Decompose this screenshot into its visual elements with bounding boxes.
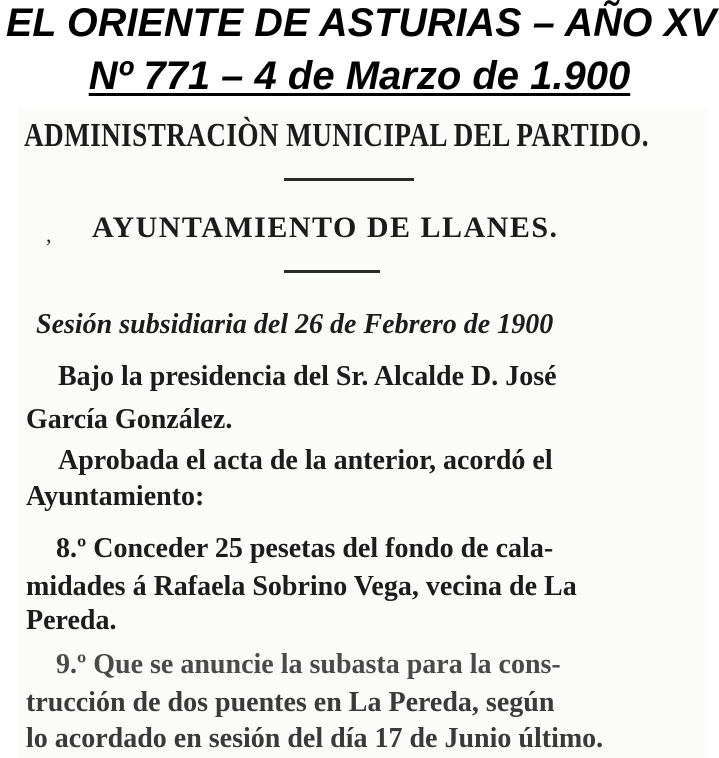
paragraph-line: 8.º Conceder 25 pesetas del fondo de cala- <box>56 533 554 564</box>
paragraph-line: lo acordado en sesión del día 17 de Junio último. <box>26 723 604 754</box>
paragraph-line: Ayuntamiento: <box>26 481 205 512</box>
divider-rule <box>284 270 380 273</box>
newspaper-clipping <box>18 108 708 758</box>
subtitle: AYUNTAMIENTO DE LLANES. <box>92 211 559 244</box>
section-title: ADMINISTRACIÒN MUNICIPAL DEL PARTIDO. <box>24 117 649 154</box>
paragraph-line: 9.º Que se anuncie la subasta para la cons- <box>56 649 561 680</box>
divider-rule <box>284 178 414 181</box>
paragraph-line: midades á Rafaela Sobrino Vega, vecina de La <box>26 571 577 602</box>
paragraph-line: Bajo la presidencia del Sr. Alcalde D. José <box>58 361 557 392</box>
stray-mark: , <box>46 222 52 247</box>
paragraph-line: Aprobada el acta de la anterior, acordó el <box>58 445 553 476</box>
issue-date-line <box>0 53 719 99</box>
session-heading: Sesión subsidiaria del 26 de Febrero de 1900 <box>36 309 554 340</box>
newspaper-title: EL ORIENTE DE ASTURIAS – AÑO XV <box>5 1 717 45</box>
paragraph-line: García González. <box>26 404 233 435</box>
paragraph-line: trucción de dos puentes en La Pereda, según <box>26 687 555 718</box>
paragraph-line: Pereda. <box>26 605 117 636</box>
issue-date-text: Nº 771 – 4 de Marzo de 1.900 <box>88 54 631 98</box>
